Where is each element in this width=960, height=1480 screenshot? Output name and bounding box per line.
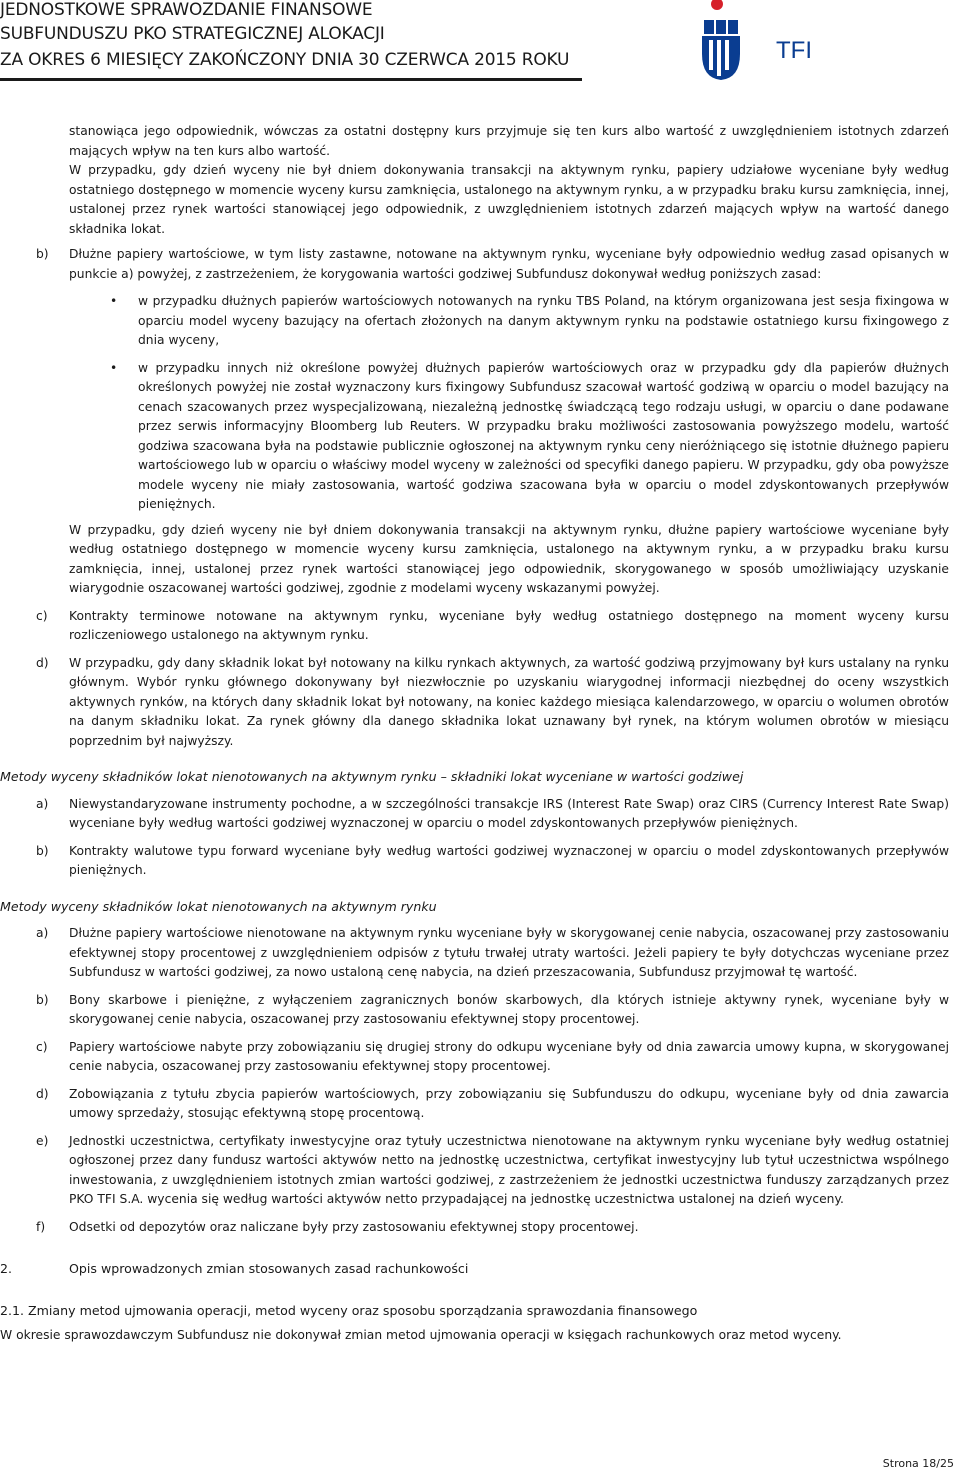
- section-2-1-text: W okresie sprawozdawczym Subfundusz nie dokonywał zmian metod ujmowania operacji w księgach rachunkowych oraz metod wyceny.: [0, 1328, 842, 1342]
- list-text: Bony skarbowe i pieniężne, z wyłączeniem zagranicznych bonów skarbowych, dla których istnieje aktywny rynek, wyceniane były w skorygowanej cenie nabycia, oszacowanej przy zastosowaniu efektywnej stopy procentowej.: [69, 992, 949, 1026]
- list-text: Dłużne papiery wartościowe, w tym listy zastawne, notowane na aktywnym rynku, wyceniane były odpowiednio według zasad opisanych w punkcie a) powyżej, z zastrzeżeniem, że korygowania wartości godziwej Subfundusz dokonywał według poniższych zasad:: [69, 247, 949, 281]
- pko-logo-icon: [694, 0, 824, 80]
- bullet-icon: •: [110, 360, 118, 375]
- unlisted-item-d: [0, 1085, 949, 1124]
- bullet-text: w przypadku innych niż określone powyżej dłużnych papierów wartościowych oraz w przypadku gdy dla papierów dłużnych określonych powyżej nie został wyznaczony kurs fixingowy Subfundusz szacował wartość godziwą w oparciu o model bazujący na cenach szacowanych przez wyspecjalizowaną, niezależną jednostkę świadczącą tego rodzaju usługi, w oparciu o dane podawane przez serwis informacyjny Bloomberg lub Reuters. W przypadku braku możliwości zastosowania powyższego modelu, wartość godziwa szacowana była na podstawie publicznie ogłoszonej na aktywnym rynku ceny nieróżniącego się istotnie dłużnego papieru wartościowego lub w oparciu o właściwy model wyceny w zależności od specyfiki danego papieru. W przypadku, gdy oba powyższe modele wyceny nie miały zastosowania, wartość godziwa szacowana była w oparciu o model zdyskontowanych przepływów pieniężnych.: [138, 360, 949, 511]
- document-body: [0, 122, 960, 1346]
- unlisted-item-b: [0, 991, 949, 1030]
- unlisted-item-e: [0, 1132, 949, 1210]
- header-rule: [0, 78, 582, 81]
- section-2-1-heading: 2.1. Zmiany metod ujmowania operacji, metod wyceny oraz sposobu sporządzania sprawozdania finansowego: [0, 1302, 698, 1318]
- header-title-line1: JEDNOSTKOWE SPRAWOZDANIE FINANSOWE: [0, 0, 373, 20]
- pko-tfi-logo: [694, 0, 824, 80]
- list-text: Odsetki od depozytów oraz naliczane były przy zastosowaniu efektywnej stopy procentowej.: [69, 1219, 639, 1234]
- list-label: a): [36, 926, 49, 940]
- list-item-c: [0, 607, 949, 646]
- list-text: Kontrakty walutowe typu forward wyceniane były według wartości godziwej wyznaczonej w oparciu o model zdyskontowanych przepływów pieniężnych.: [69, 843, 949, 877]
- list-label: c): [36, 608, 48, 623]
- list-text: Kontrakty terminowe notowane na aktywnym rynku, wyceniane były według ostatniego dostępnego na moment wyceny kursu rozliczeniowego ustalonego na aktywnym rynku.: [69, 608, 949, 642]
- list-label: c): [36, 1039, 48, 1054]
- list-item-d: [0, 654, 949, 752]
- intro-paragraph-2: W przypadku, gdy dzień wyceny nie był dniem dokonywania transakcji na aktywnym rynku, papiery udziałowe wyceniane były według ostatniego dostępnego w momencie wyceny kursu zamknięcia, ustalonego na aktywnym rynku, a w przypadku braku kursu zamknięcia, innej, ustalonej przez rynek wartości stanowiącej jego odpowiednik, z uwzględnieniem istotnych zdarzeń mających wpływ na wartość danego składnika lokat.: [69, 163, 949, 236]
- page-header: [0, 0, 960, 84]
- list-label: f): [36, 1219, 46, 1234]
- section-heading-fair-value: Metody wyceny składników lokat nienotowanych na aktywnym rynku – składniki lokat wyceniane w wartości godziwej: [0, 769, 744, 784]
- header-title-line2: SUBFUNDUSZU PKO STRATEGICZNEJ ALOKACJI: [0, 24, 385, 44]
- list-text: W przypadku, gdy dany składnik lokat był notowany na kilku rynkach aktywnych, za wartość godziwą przyjmowany był kurs ustalany na rynku głównym. Wybór rynku głównego dokonywany był niezwłocznie po uzyskaniu wiarygodnej informacji niezbędnej do oceny wszystkich aktywnych rynków, na których dany składnik lokat był notowany, na koniec każdego miesiąca kalendarzowego, w oparciu o wolumen obrotów na danym składniku lokat. Za rynek główny dla danego składnika lokat uznawany był rynek, na którym wolumen obrotów w miesiącu poprzednim był najwyższy.: [69, 655, 949, 748]
- logo-tfi-text: TFI: [776, 37, 812, 64]
- unlisted-item-f: [0, 1218, 949, 1238]
- list-text: Niewystandaryzowane instrumenty pochodne, a w szczególności transakcje IRS (Interest Rate Swap) oraz CIRS (Currency Interest Rate Swap) wyceniane były według wartości godziwej wyznaczonej w oparciu o model zdyskontowanych przepływów pieniężnych.: [69, 796, 949, 830]
- bullet-text: w przypadku dłużnych papierów wartościowych notowanych na rynku TBS Poland, na którym organizowana jest sesja fixingowa w oparciu model wyceny bazujący na ofertach złożonych na danym aktywnym rynku na podstawie ostatniego kursu fixingowego z dnia wyceny,: [138, 294, 949, 347]
- page-number: Strona 18/25: [882, 1457, 954, 1470]
- intro-paragraph-1: stanowiąca jego odpowiednik, wówczas za ostatni dostępny kurs przyjmuje się ten kurs albo wartość z uwzględnieniem istotnych zdarzeń mających wpływ na ten kurs albo wartość.: [69, 124, 949, 158]
- unlisted-item-a: [0, 924, 949, 983]
- bullet-icon: •: [110, 294, 118, 308]
- list-label: b): [36, 247, 49, 261]
- section-2-heading: [0, 1259, 960, 1279]
- list-text: Jednostki uczestnictwa, certyfikaty inwestycyjne oraz tytuły uczestnictwa nienotowane na aktywnym rynku wyceniane były według ostatniej ogłoszonej przez dany fundusz wartości aktywów netto na jednostkę uczestnictwa, certyfikat inwestycyjny lub tytuł uczestnictwa wspólnego inwestowania, z uwzględnieniem istotnych zmian wartości godziwej, z zastrzeżeniem że jednostki uczestnictwa funduszy zarządzanych przez PKO TFI S.A. wycenia się według wartości aktywów netto przypadającej na jednostkę uczestnictwa ustalonej na dzień wyceny.: [69, 1133, 949, 1206]
- section-number: 2.: [0, 1261, 13, 1276]
- list-label: b): [36, 992, 49, 1007]
- bullet-item-1: [0, 292, 949, 351]
- fair-item-a: [0, 795, 949, 834]
- list-text: Papiery wartościowe nabyte przy zobowiązaniu się drugiej strony do odkupu wyceniane były od dnia zawarcia umowy kupna, w skorygowanej cenie nabycia, oszacowanej przy zastosowaniu efektywnej stopy procentowej.: [69, 1039, 949, 1073]
- list-text: Dłużne papiery wartościowe nienotowane na aktywnym rynku wyceniane były w skorygowanej cenie nabycia, oszacowanej przy zastosowaniu efektywnej stopy procentowej z uwzględnieniem odpisów z tytułu trwałej utraty wartości. Jeżeli papiery te były dotychczas wyceniane przez Subfundusz w wartości godziwej, za nowo ustaloną cenę nabycia, na dzień przeszacowania, Subfundusz przyjmował tę wartość.: [69, 926, 949, 979]
- header-title-line3: ZA OKRES 6 MIESIĘCY ZAKOŃCZONY DNIA 30 CZERWCA 2015 ROKU: [0, 50, 570, 70]
- section-title: Opis wprowadzonych zmian stosowanych zasad rachunkowości: [69, 1261, 469, 1276]
- list-label: e): [36, 1133, 49, 1148]
- fair-item-b: [0, 842, 949, 881]
- list-b-continuation: W przypadku, gdy dzień wyceny nie był dniem dokonywania transakcji na aktywnym rynku, dłużne papiery wartościowe wyceniane były według ostatniego dostępnego w momencie wyceny kursu zamknięcia, ustalonego na aktywnym rynku, a w przypadku braku kursu zamknięcia, innej, ustalonej przez rynek wartości stanowiącej jego odpowiednik, skorygowanego w sposób umożliwiający uzyskanie wiarygodnie oszacowanej wartości godziwej, zgodnie z modelami wyceny wskazanymi powyżej.: [69, 522, 949, 595]
- section-heading-unlisted: Metody wyceny składników lokat nienotowanych na aktywnym rynku: [0, 898, 437, 914]
- unlisted-item-c: [0, 1038, 949, 1077]
- list-label: b): [36, 843, 49, 858]
- list-label: d): [36, 1086, 49, 1101]
- list-label: d): [36, 655, 49, 670]
- list-item-b: [0, 245, 949, 284]
- bullet-item-2: [0, 359, 949, 515]
- list-text: Zobowiązania z tytułu zbycia papierów wartościowych, przy zobowiązaniu się Subfunduszu do odkupu, wyceniane były od dnia zawarcia umowy sprzedaży, stosując efektywną stopę procentową.: [69, 1086, 949, 1120]
- list-label: a): [36, 796, 49, 811]
